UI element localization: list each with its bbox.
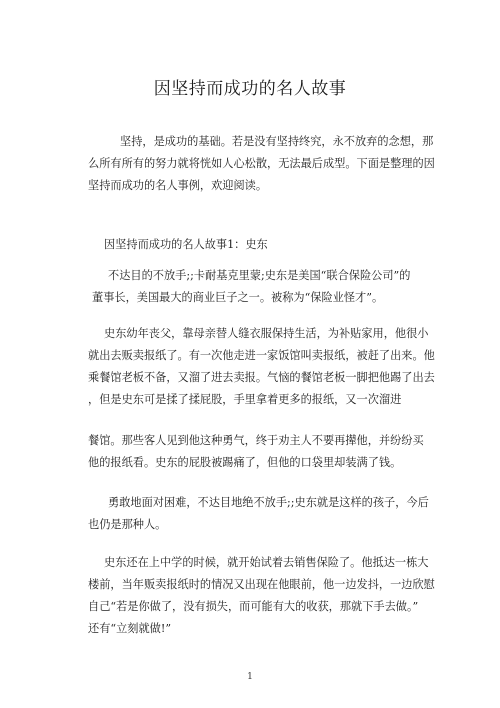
paragraph-line: 还有“立刻就做!” <box>88 622 172 635</box>
paragraph-line: 自己“若是你做了，没有损失，而可能有大的收获，那就下手去做。” <box>88 600 419 613</box>
paragraph-line: 楼前，当年贩卖报纸时的情况又出现在他眼前，他一边发抖，一边欣慰 <box>88 578 435 591</box>
paragraph-line: 他的报纸看。史东的屁股被踢痛了，但他的口袋里却装满了钱。 <box>88 456 402 469</box>
paragraph-line: 因坚持而成功的名人故事1：史东 <box>104 238 268 251</box>
paragraph-line: 也仍是那种人。 <box>88 518 167 531</box>
paragraph-stone-childhood <box>88 323 435 411</box>
paragraph-line: 么所有所有的努力就将恍如人心松散，无法最后成型。下面是整理的因 <box>88 157 435 170</box>
paragraph-line: 坚持而成功的名人事例，欢迎阅读。 <box>88 179 268 192</box>
paragraph-line: ，但是史东可是揉了揉屁股，手里拿着更多的报纸，又一次溜进 <box>88 393 402 406</box>
paragraph-restaurant <box>88 430 424 474</box>
paragraph-line: 勇敢地面对困难，不达目地绝不放手;;史东就是这样的孩子，今后 <box>108 496 429 509</box>
section-heading <box>104 234 404 256</box>
page-number: 1 <box>247 672 253 682</box>
paragraph-line: 史东还在上中学的时候，就开始试着去销售保险了。他抵达一栋大 <box>104 556 429 569</box>
paragraph-line: 不达目的不放手;;卡耐基克里蒙;史东是美国“联合保险公司”的 <box>108 269 411 282</box>
paragraph-line: 就出去贩卖报纸了。有一次他走进一家饭馆叫卖报纸，被赶了出来。他 <box>88 349 435 362</box>
paragraph-courage <box>88 492 429 536</box>
paragraph-line: 坚持，是成功的基础。若是没有坚持终究，永不放弃的念想，那 <box>120 135 434 148</box>
paragraph-line: 乘餐馆老板不备，又溜了进去卖报。气恼的餐馆老板一脚把他踢了出去 <box>88 371 435 384</box>
paragraph-insurance <box>88 552 435 640</box>
paragraph-intro <box>88 131 435 197</box>
paragraph-line: 餐馆。那些客人见到他这种勇气，终于劝主人不要再撵他，并纷纷买 <box>88 434 424 447</box>
paragraph-line: 史东幼年丧父，靠母亲替人缝衣服保持生活，为补贴家用，他很小 <box>104 327 429 340</box>
page-title: 因坚持而成功的名人故事 <box>153 79 347 99</box>
paragraph-line: 董事长，美国最大的商业巨子之一。被称为“保险业怪才”。 <box>92 291 384 304</box>
paragraph-stone-intro <box>92 265 411 309</box>
